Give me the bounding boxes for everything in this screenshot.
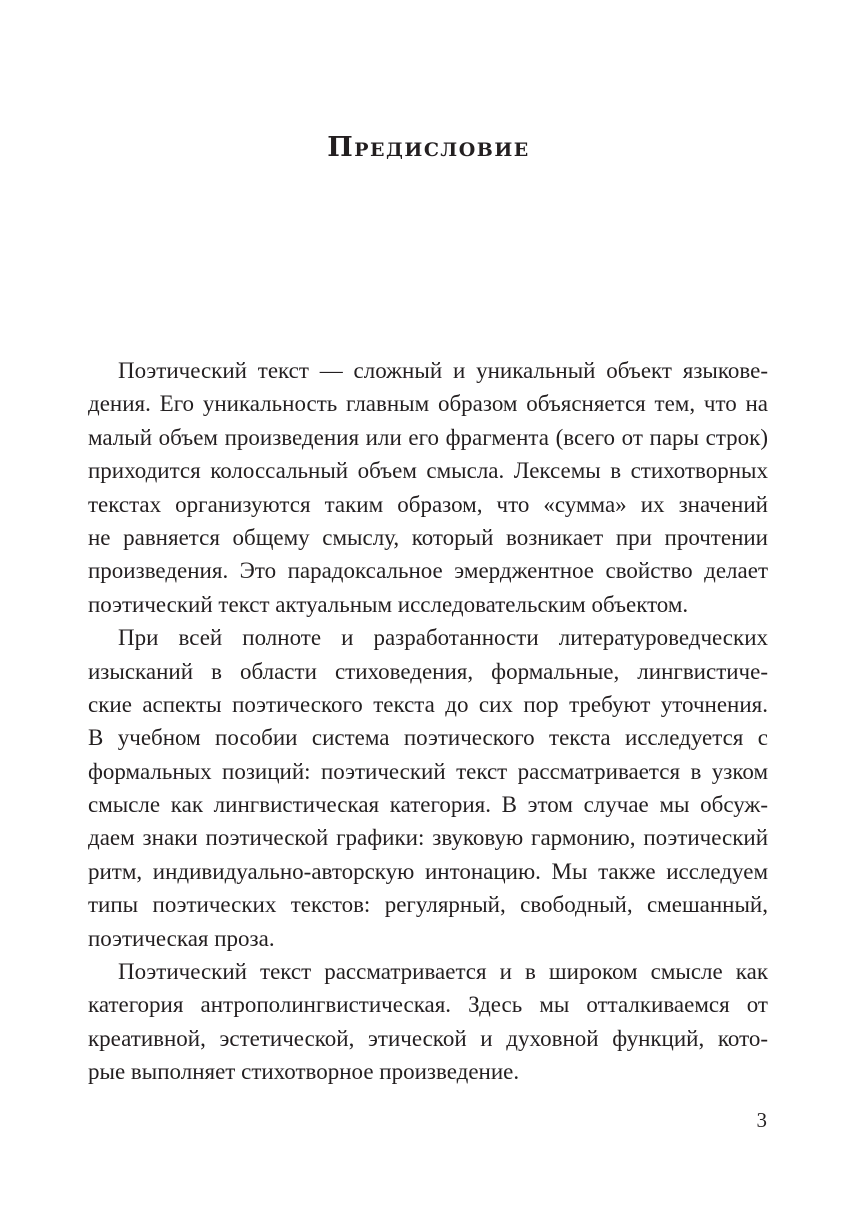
text-line: При всей полноте и разработанности литературоведческих <box>118 625 768 651</box>
paragraph-1 <box>88 354 768 621</box>
text-line: типы поэтических текстов: регулярный, свободный, смешанный, <box>88 892 768 918</box>
text-line: поэтическая проза. <box>88 925 275 951</box>
text-line: малый объем произведения или его фрагмента (всего от пары строк) <box>88 424 768 450</box>
text-line: формальных позиций: поэтический текст рассматривается в узком <box>88 758 768 784</box>
text-line: изысканий в области стиховедения, формальные, лингвистиче- <box>88 658 768 684</box>
text-line: рые выполняет стихотворное произведение. <box>88 1059 520 1085</box>
text-line: Поэтический текст рассматривается и в широком смысле как <box>118 959 768 985</box>
text-line: Поэтический текст — сложный и уникальный объект языкове- <box>118 358 768 383</box>
text-line: поэтический текст актуальным исследовательским объектом. <box>88 591 689 617</box>
text-line: категория антрополингвистическая. Здесь мы отталкиваемся от <box>88 992 768 1018</box>
text-line: не равняется общему смыслу, который возникает при прочтении <box>88 524 768 550</box>
text-line: произведения. Это парадоксальное эмерджентное свойство делает <box>88 558 768 584</box>
text-line: креативной, эстетической, этической и духовной функций, кото- <box>88 1025 768 1051</box>
page-number: 3 <box>756 1108 767 1132</box>
text-line: дения. Его уникальность главным образом объясняется тем, что на <box>88 391 768 417</box>
text-line: приходится колоссальный объем смысла. Лексемы в стихотворных <box>88 458 768 484</box>
page-title: Предисловие <box>327 132 530 163</box>
text-line: В учебном пособии система поэтического текста исследуется с <box>88 725 768 751</box>
text-line: ские аспекты поэтического текста до сих пор требуют уточнения. <box>88 691 768 717</box>
text-line: даем знаки поэтической графики: звуковую гармонию, поэтический <box>88 825 768 851</box>
text-line: ритм, индивидуально-авторскую интонацию. Мы также исследуем <box>88 858 768 884</box>
paragraph-2 <box>88 621 768 955</box>
text-line: смысле как лингвистическая категория. В этом случае мы обсуж- <box>88 792 768 818</box>
body-text <box>88 354 768 1089</box>
text-line: текстах организуются таким образом, что «сумма» их значений <box>88 491 768 517</box>
paragraph-3 <box>88 955 768 1089</box>
